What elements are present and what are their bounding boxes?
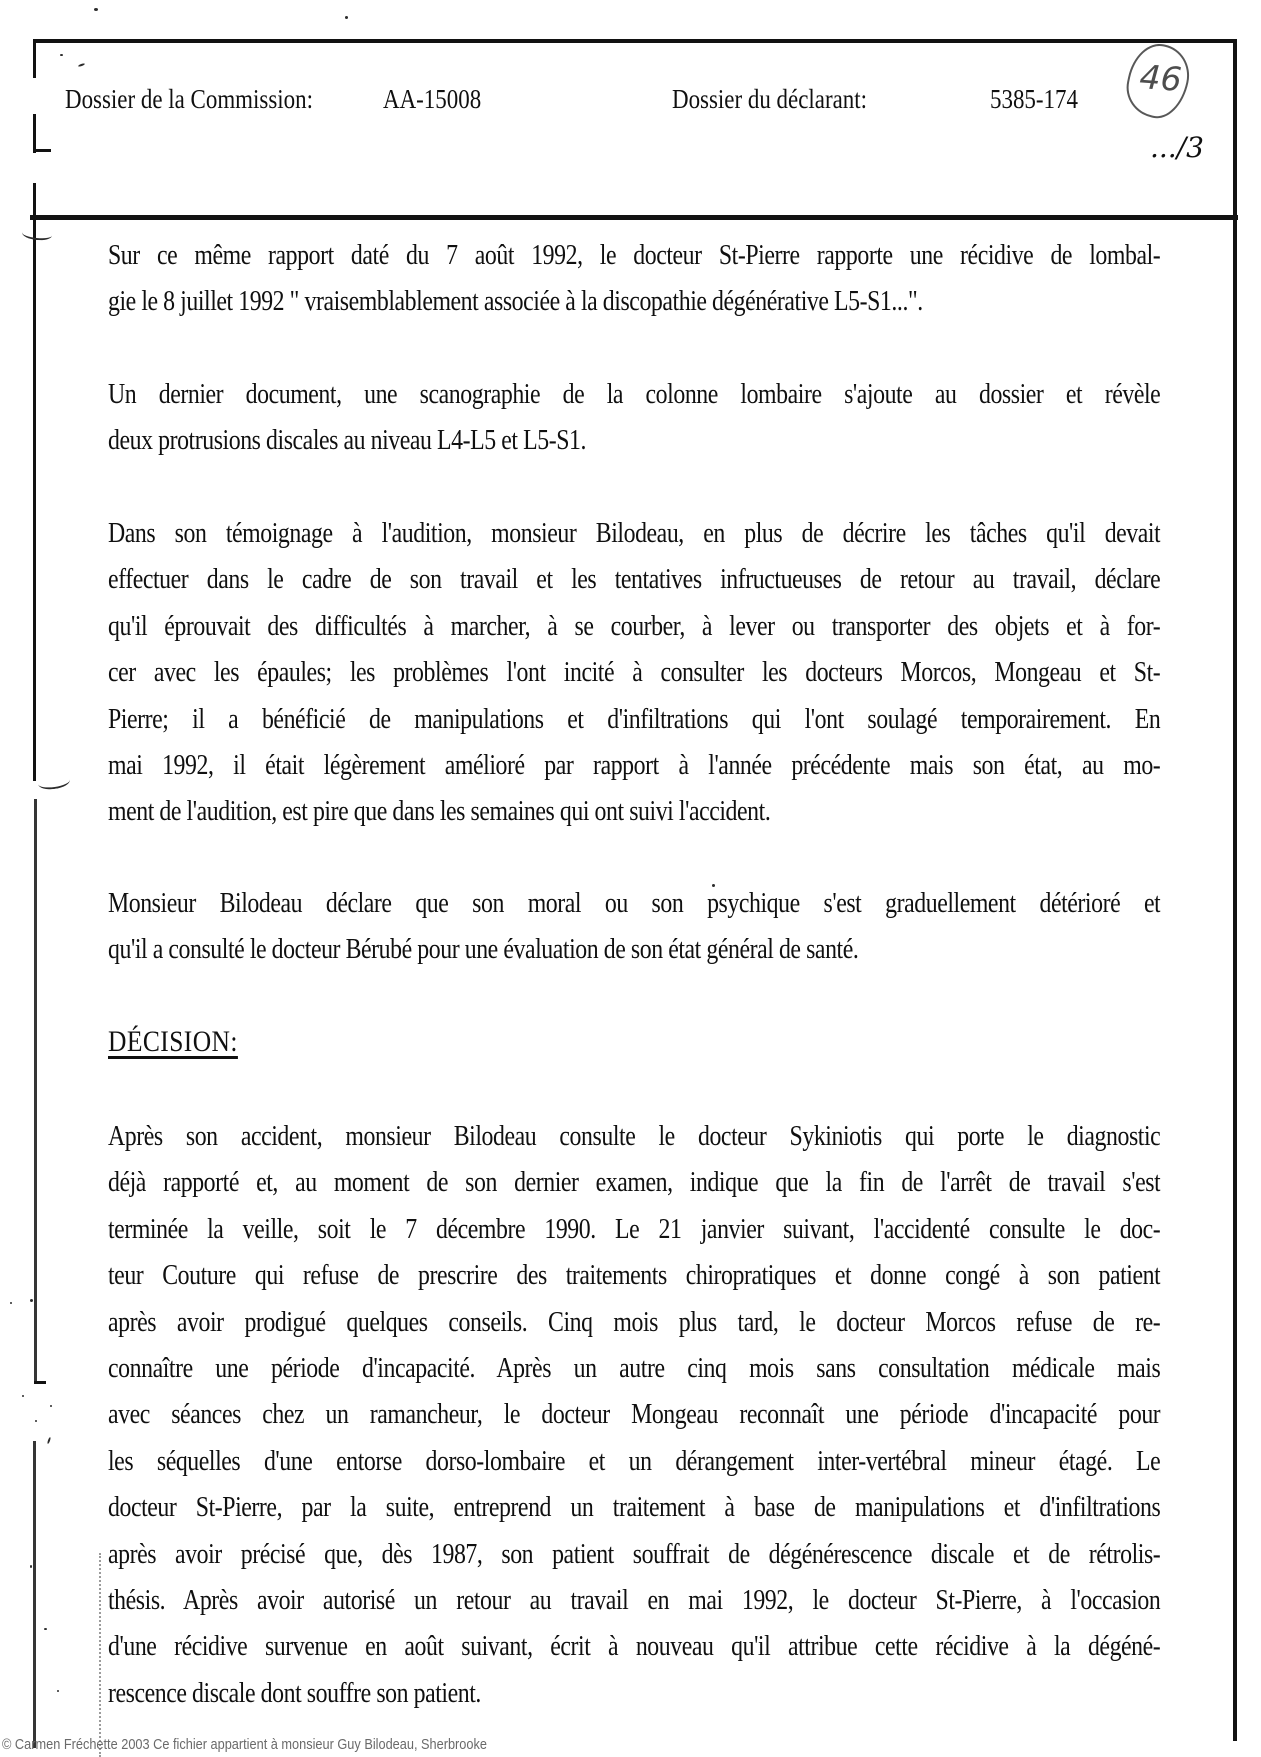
handwritten-circle <box>1121 39 1195 124</box>
text-line: les séquelles d'une entorse dorso-lombaire et un dérangement inter-vertébral mineur étagé. Le <box>108 1445 1161 1477</box>
text-line: après avoir précisé que, dès 1987, son patient souffrait de dégénérescence discale et de rétrolis- <box>108 1538 1161 1570</box>
scan-speck <box>10 1302 12 1304</box>
scan-speck <box>35 1420 37 1422</box>
scan-squiggle <box>37 773 71 791</box>
scan-speck <box>30 1299 33 1302</box>
scan-dotted-line <box>99 1553 101 1757</box>
page-border-left-segment <box>33 183 36 781</box>
page-border-left-segment <box>33 1441 36 1748</box>
page-border-right <box>1233 39 1237 1741</box>
scan-squiggle <box>21 226 52 241</box>
text-line: Un dernier document, une scanographie de la colonne lombaire s'ajoute au dossier et révèle <box>108 379 1161 410</box>
text-line: Sur ce même rapport daté du 7 août 1992, le docteur St-Pierre rapporte une récidive de lombal- <box>108 240 1161 271</box>
text-line: ment de l'audition, est pire que dans les semaines qui ont suivi l'accident. <box>108 796 771 828</box>
text-line: deux protrusions discales au niveau L4-L5 et L5-S1. <box>108 425 587 457</box>
scan-speck <box>44 1628 47 1630</box>
text-line: qu'il a consulté le docteur Bérubé pour une évaluation de son état général de santé. <box>108 934 859 966</box>
page-border-left-foot <box>34 1381 46 1384</box>
text-line: mai 1992, il était légèrement amélioré par rapport à l'année précédente mais son état, au mo- <box>108 749 1161 781</box>
text-line: cer avec les épaules; les problèmes l'ont incité à consulter les docteurs Morcos, Mongeau et St- <box>108 657 1161 689</box>
commission-file-number: AA-15008 <box>383 84 482 114</box>
scan-speck <box>94 8 98 11</box>
commission-file-label: Dossier de la Commission: <box>65 84 313 114</box>
scan-speck <box>345 16 348 19</box>
text-line: d'une récidive survenue en août suivant, écrit à nouveau qu'il attribue cette récidive à la dégéné- <box>108 1631 1161 1663</box>
header-rule <box>30 215 1238 220</box>
handwritten-page-number: 46 <box>1138 57 1183 99</box>
page-border-left-segment <box>33 114 36 153</box>
text-line: avec séances chez un ramancheur, le docteur Mongeau reconnaît une période d'incapacité pour <box>108 1399 1161 1431</box>
text-line: effectuer dans le cadre de son travail et les tentatives infructueuses de retour au travail, déclare <box>108 564 1161 596</box>
text-line: Pierre; il a bénéficié de manipulations et d'infiltrations qui l'ont soulagé temporairement. En <box>108 703 1161 735</box>
paragraph <box>108 511 1160 836</box>
text-line: après avoir prodigué quelques conseils. Cinq mois plus tard, le docteur Morcos refuse de re- <box>108 1306 1161 1338</box>
text-line: docteur St-Pierre, par la suite, entreprend un traitement à base de manipulations et d'infiltrations <box>108 1492 1161 1524</box>
text-line: teur Couture qui refuse de prescrire des traitements chiropratiques et donne congé à son patient <box>108 1260 1161 1292</box>
page-border-top <box>33 39 1237 43</box>
text-line: rescence discale dont souffre son patient. <box>108 1677 481 1709</box>
text-line: qu'il éprouvait des difficultés à marcher, à se courber, à lever ou transporter des objets et à for- <box>108 610 1161 642</box>
text-line: Monsieur Bilodeau déclare que son moral ou son psychique s'est graduellement détérioré et <box>108 888 1161 919</box>
page-border-left-segment <box>34 799 37 1384</box>
page-border-left-segment <box>33 39 36 78</box>
paragraph <box>108 1114 1160 1717</box>
scan-speck <box>22 1395 24 1397</box>
declarant-file-number: 5385-174 <box>990 84 1078 114</box>
footer-copyright: © Carmen Fréchette 2003 Ce fichier appartient à monsieur Guy Bilodeau, Sherbrooke <box>2 1736 487 1753</box>
page-border-left-foot <box>33 149 51 152</box>
text-line: connaître une période d'incapacité. Après un autre cinq mois sans consultation médicale mais <box>108 1352 1161 1384</box>
scan-speck <box>60 54 63 56</box>
text-line: Après son accident, monsieur Bilodeau consulte le docteur Sykiniotis qui porte le diagnostic <box>108 1121 1161 1152</box>
paragraph <box>108 372 1160 465</box>
text-line: déjà rapporté et, au moment de son dernier examen, indique que la fin de l'arrêt de travail s'est <box>108 1167 1161 1199</box>
paragraph <box>108 233 1160 326</box>
text-line: thésis. Après avoir autorisé un retour au travail en mai 1992, le docteur St-Pierre, à l'occasion <box>108 1584 1161 1616</box>
page-indicator: .../3 <box>1150 131 1204 164</box>
scan-speck <box>30 1565 32 1568</box>
paragraph <box>108 881 1160 974</box>
decision-heading: DÉCISION: <box>108 1025 238 1058</box>
text-line: gie le 8 juillet 1992 " vraisemblablement associée à la discopathie dégénérative L5-S1...". <box>108 286 923 318</box>
declarant-file-label: Dossier du déclarant: <box>672 84 868 114</box>
text-line: Dans son témoignage à l'audition, monsieur Bilodeau, en plus de décrire les tâches qu'il devait <box>108 518 1161 549</box>
scan-speck <box>57 1690 59 1692</box>
scan-speck <box>50 1405 52 1407</box>
scan-speck <box>78 63 85 67</box>
scan-speck <box>47 1437 51 1444</box>
text-line: terminée la veille, soit le 7 décembre 1990. Le 21 janvier suivant, l'accidenté consulte le doc- <box>108 1213 1161 1245</box>
